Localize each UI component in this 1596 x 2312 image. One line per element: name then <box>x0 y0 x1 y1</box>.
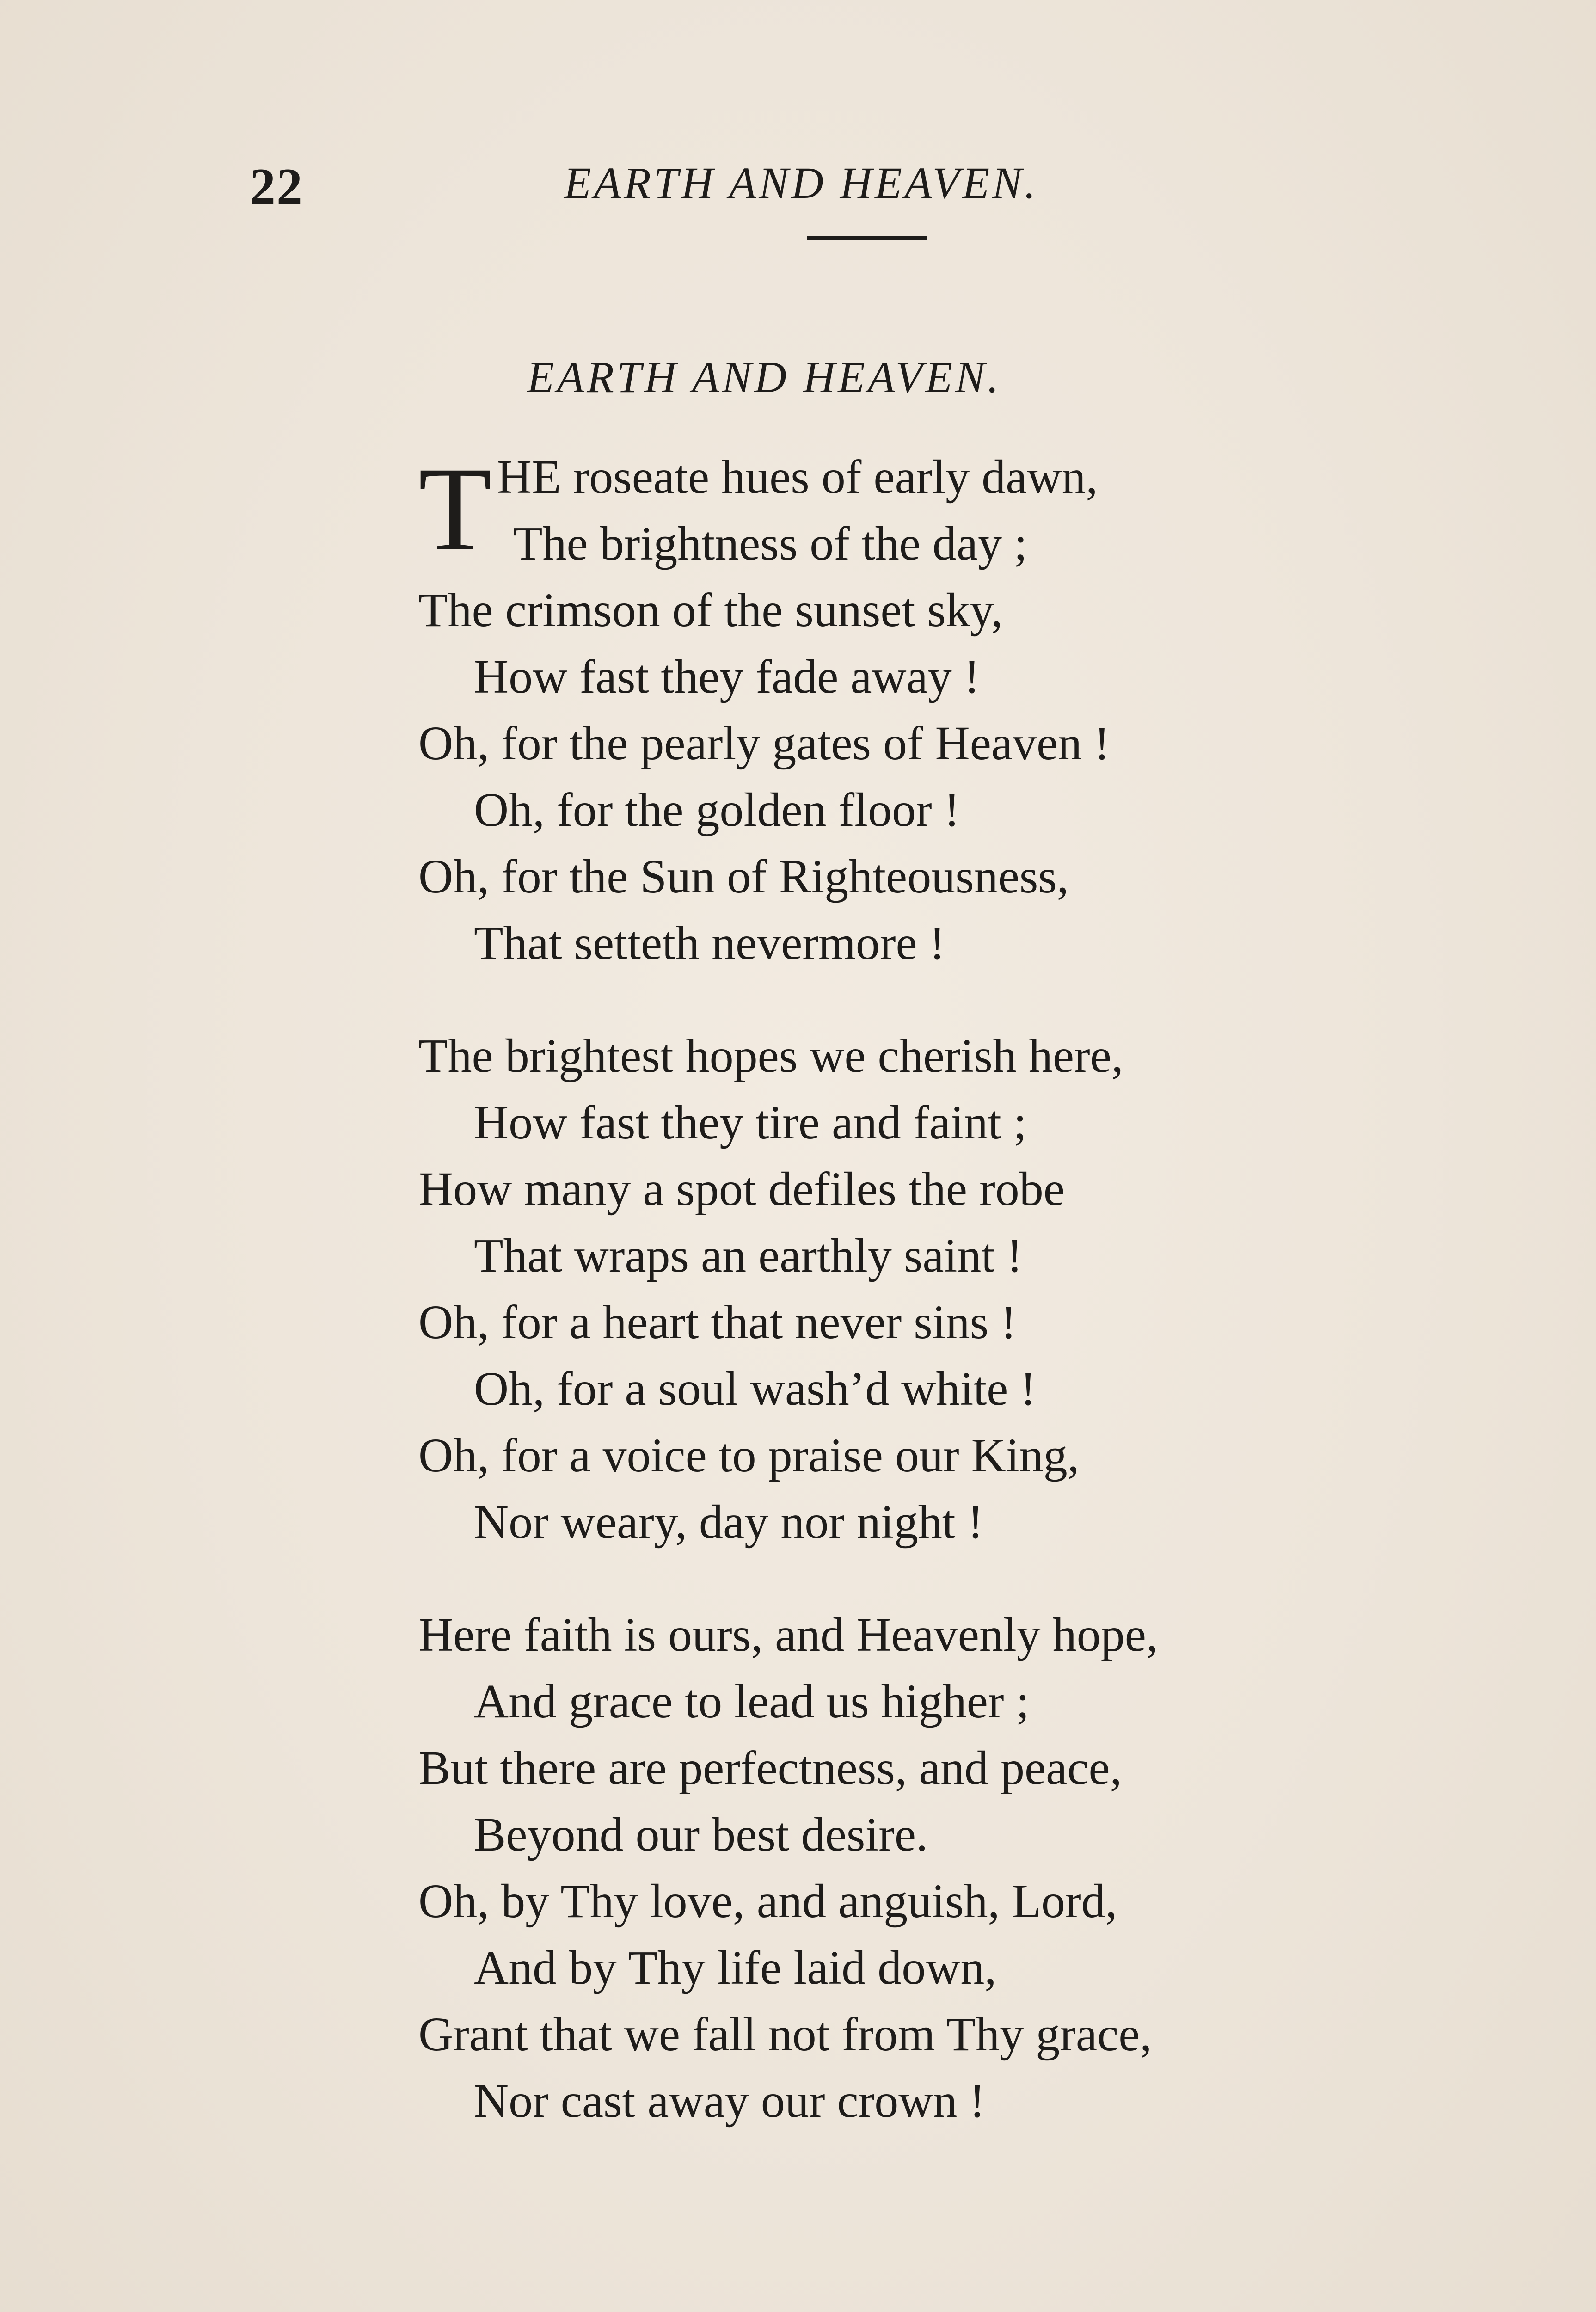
poem-line: Oh, for a soul wash’d white ! <box>474 1362 1036 1415</box>
poem-line: The brightness of the day ; <box>513 517 1027 570</box>
drop-cap: T <box>418 443 492 576</box>
poem-line: Oh, for the pearly gates of Heaven ! <box>418 717 1110 770</box>
poem-line: Beyond our best desire. <box>474 1808 928 1861</box>
stanza-3 <box>418 1602 1482 2134</box>
running-head <box>0 157 1596 222</box>
poem-line: And grace to lead us higher ; <box>474 1675 1030 1728</box>
poem-line: Grant that we fall not from Thy grace, <box>418 2008 1152 2061</box>
poem-body <box>418 444 1482 2134</box>
poem-line: HE roseate hues of early dawn, <box>497 450 1098 504</box>
page-number: 22 <box>250 158 303 215</box>
stanza-1 <box>418 444 1482 977</box>
poem-line: How many a spot defiles the robe <box>418 1162 1065 1216</box>
poem-line: The brightest hopes we cherish here, <box>418 1029 1123 1082</box>
poem-line: Here faith is ours, and Heavenly hope, <box>418 1608 1158 1661</box>
drop-cap-block <box>418 444 1482 577</box>
poem-line: Oh, for the Sun of Righteousness, <box>418 850 1069 903</box>
poem-title: EARTH AND HEAVEN. <box>527 352 1002 402</box>
poem-line: The crimson of the sunset sky, <box>418 584 1003 637</box>
poem-line: How fast they tire and faint ; <box>474 1096 1027 1149</box>
poem-line: Oh, by Thy love, and anguish, Lord, <box>418 1875 1117 1928</box>
poem-line: But there are perfectness, and peace, <box>418 1741 1122 1795</box>
poem-line: That wraps an earthly saint ! <box>474 1229 1023 1282</box>
poem-line: That setteth nevermore ! <box>474 916 945 970</box>
poem-line: Oh, for a heart that never sins ! <box>418 1296 1017 1349</box>
title-rule <box>807 236 927 240</box>
poem-line: Oh, for the golden floor ! <box>474 783 960 836</box>
poem-line: And by Thy life laid down, <box>474 1941 997 1994</box>
poem-line: Oh, for a voice to praise our King, <box>418 1429 1080 1482</box>
stanza-2 <box>418 1023 1482 1556</box>
poem-line: How fast they fade away ! <box>474 650 980 703</box>
poem-line: Nor cast away our crown ! <box>474 2074 986 2128</box>
running-title: EARTH AND HEAVEN. <box>564 158 1039 208</box>
poem-line: Nor weary, day nor night ! <box>474 1495 984 1549</box>
